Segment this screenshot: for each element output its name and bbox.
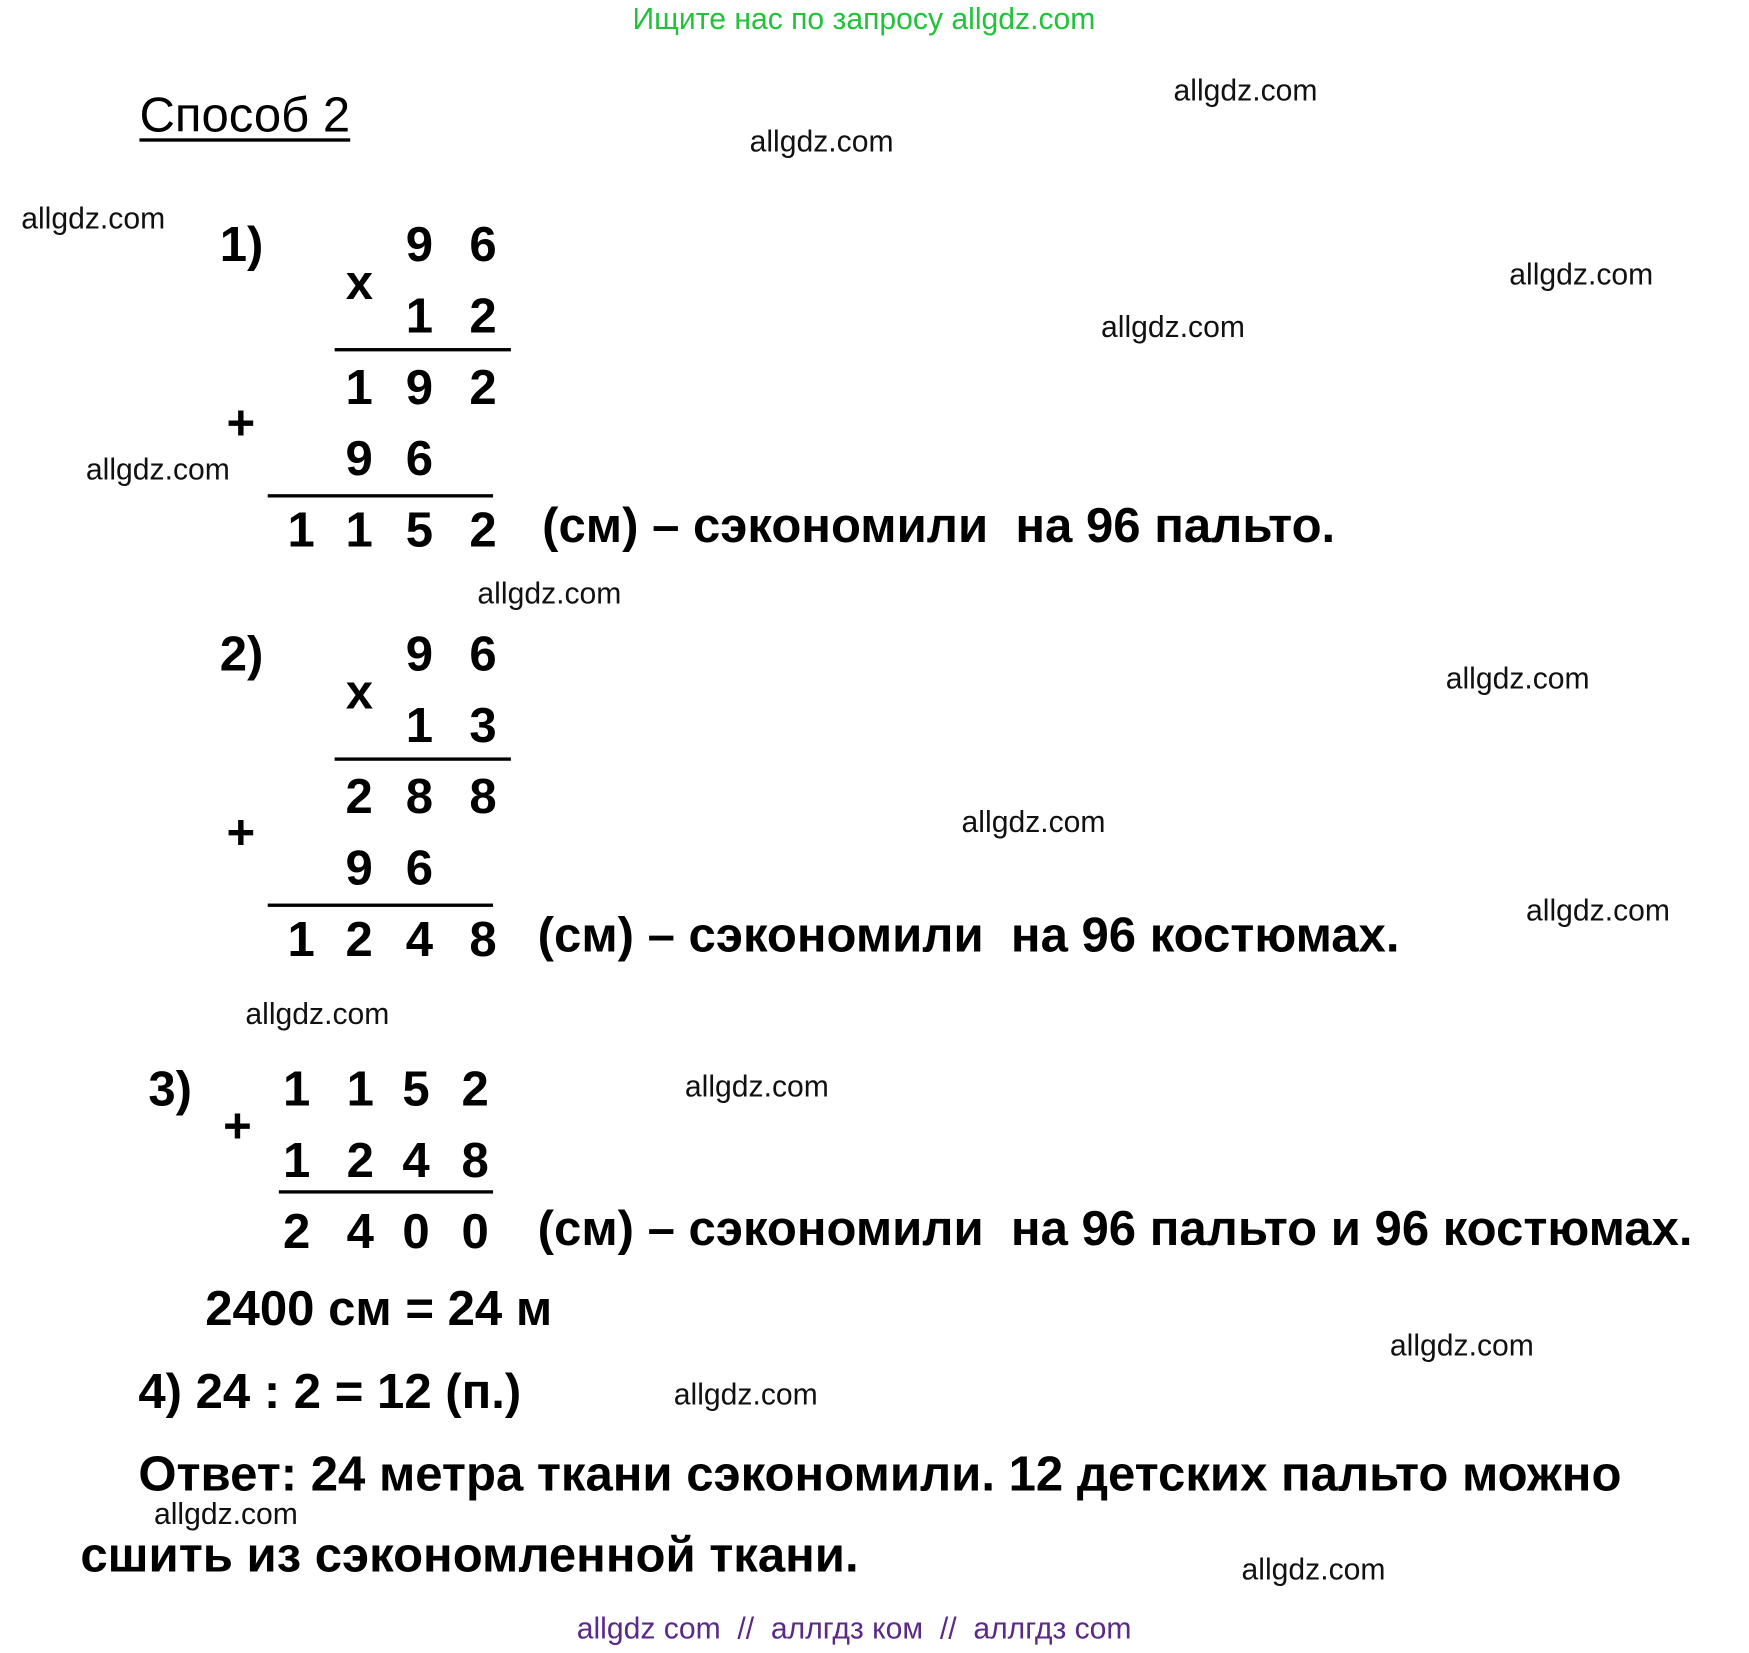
digit: 2	[346, 1133, 374, 1189]
promo-banner: Ищите нас по запросу allgdz.com	[632, 2, 1096, 36]
step-label: 1)	[219, 217, 264, 273]
watermark: allgdz.com	[85, 452, 230, 487]
divider-line	[279, 1190, 493, 1193]
digit: 1	[405, 288, 434, 344]
divider-line	[335, 757, 511, 760]
answer-line-2: сшить из сэкономленной ткани.	[80, 1528, 859, 1583]
multiply-sign: x	[345, 664, 374, 720]
watermark: allgdz.com	[961, 805, 1106, 839]
watermark: allgdz.com	[1100, 310, 1245, 344]
digit: 8	[461, 1133, 489, 1189]
digit: 1	[345, 360, 373, 415]
digit: 9	[405, 360, 434, 415]
divider-line	[335, 348, 511, 351]
digit: 2	[469, 360, 497, 415]
digit: 6	[405, 841, 434, 896]
watermark: allgdz.com	[1445, 661, 1590, 695]
plus-sign: +	[223, 1098, 252, 1154]
plus-sign: +	[226, 396, 256, 451]
digit: 6	[469, 626, 497, 682]
digit: 2	[469, 503, 497, 558]
watermark: allgdz.com	[21, 201, 166, 236]
watermark: allgdz.com	[153, 1497, 298, 1531]
digit: 5	[405, 503, 434, 558]
footer-watermark: allgdz com // аллгдз ком // аллгдз com	[576, 1611, 1132, 1646]
digit: 6	[469, 217, 497, 273]
digit: 0	[461, 1204, 489, 1260]
digit: 1	[287, 912, 315, 968]
method-title: Способ 2	[139, 88, 351, 143]
digit: 2	[283, 1204, 311, 1260]
digit: 9	[405, 217, 434, 273]
result-text: (см) – сэкономили на 96 пальто и 96 костюмах.	[537, 1201, 1693, 1257]
digit: 1	[345, 503, 373, 558]
unit-conversion: 2400 см = 24 м	[205, 1281, 553, 1337]
digit: 2	[461, 1061, 489, 1117]
digit: 9	[345, 431, 373, 487]
digit: 4	[402, 1133, 430, 1189]
watermark: allgdz.com	[1241, 1552, 1386, 1587]
watermark: allgdz.com	[1526, 893, 1670, 927]
digit: 8	[469, 912, 497, 968]
digit: 8	[405, 769, 434, 825]
digit: 5	[402, 1061, 430, 1117]
digit: 1	[283, 1061, 311, 1117]
divider-line	[268, 494, 493, 497]
step-label: 3)	[148, 1061, 193, 1117]
watermark: allgdz.com	[1173, 73, 1318, 108]
digit: 2	[345, 769, 373, 825]
multiply-sign: x	[345, 255, 374, 311]
watermark: allgdz.com	[749, 124, 894, 159]
digit: 9	[345, 841, 373, 896]
watermark: allgdz.com	[1389, 1328, 1534, 1363]
divider-line	[268, 904, 493, 907]
result-text: (см) – сэкономили на 96 пальто.	[542, 498, 1336, 554]
digit: 4	[346, 1204, 374, 1260]
digit: 1	[283, 1133, 311, 1189]
digit: 1	[405, 698, 434, 753]
step-4: 4) 24 : 2 = 12 (п.)	[138, 1364, 522, 1419]
digit: 3	[469, 698, 497, 753]
watermark: allgdz.com	[673, 1377, 818, 1412]
digit: 6	[405, 431, 434, 487]
digit: 9	[405, 626, 434, 682]
answer-line-1: Ответ: 24 метра ткани сэкономили. 12 детских пальто можно	[138, 1446, 1622, 1502]
digit: 1	[346, 1061, 374, 1117]
digit: 8	[469, 769, 497, 825]
plus-sign: +	[226, 805, 256, 861]
watermark: allgdz.com	[684, 1069, 829, 1104]
watermark: allgdz.com	[245, 997, 390, 1031]
step-label: 2)	[219, 626, 264, 682]
result-text: (см) – сэкономили на 96 костюмах.	[537, 908, 1400, 963]
digit: 2	[469, 288, 497, 344]
digit: 2	[345, 912, 373, 968]
digit: 4	[405, 912, 434, 968]
digit: 0	[402, 1204, 430, 1260]
digit: 1	[287, 503, 315, 558]
watermark: allgdz.com	[1509, 257, 1654, 292]
watermark: allgdz.com	[477, 576, 622, 611]
